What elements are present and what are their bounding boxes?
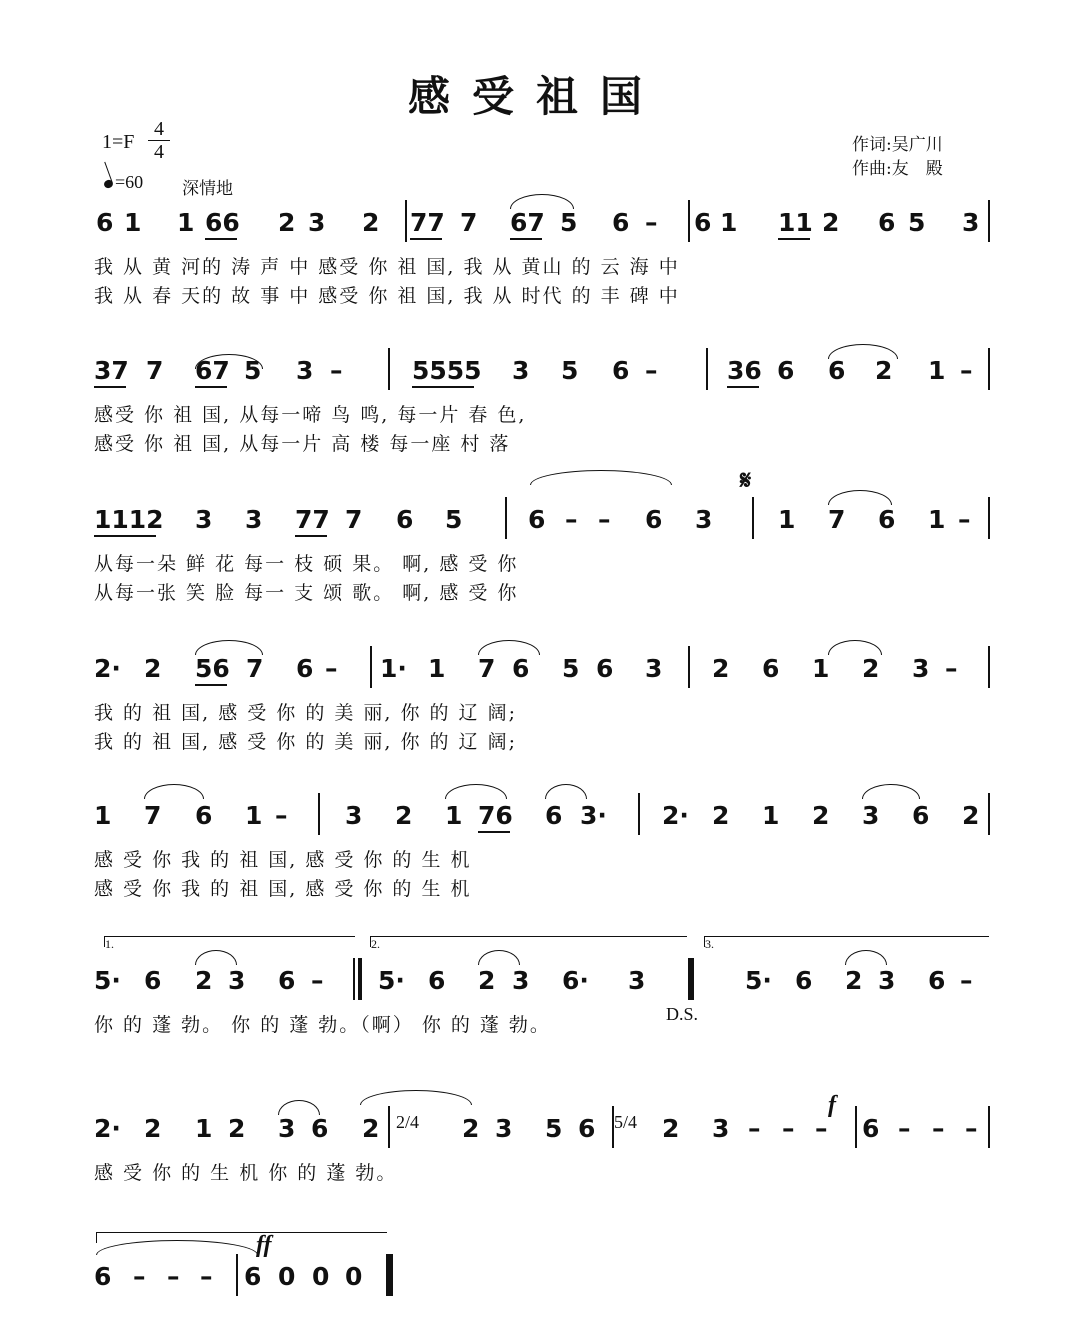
note: 7 <box>478 654 496 683</box>
barline <box>706 348 708 390</box>
note: 6 <box>311 1114 329 1143</box>
note: 2 <box>228 1114 246 1143</box>
lyric-line-2: 感 受 你 我 的 祖 国, 感 受 你 的 生 机 <box>94 878 472 900</box>
note: 6 <box>528 505 546 534</box>
slur-mark <box>862 784 920 799</box>
note: 3 <box>308 208 326 237</box>
note: 1 <box>177 208 195 237</box>
time-signature <box>148 118 170 163</box>
note: 0 <box>345 1262 363 1291</box>
note: 2 <box>144 654 162 683</box>
note: 3 <box>245 505 263 534</box>
beam-underline <box>727 386 759 388</box>
note: – <box>133 1262 146 1291</box>
slur-mark <box>545 784 587 799</box>
note: – <box>200 1262 213 1291</box>
note: 3 <box>628 966 646 995</box>
slur-mark <box>195 950 237 965</box>
slur-mark <box>360 1090 472 1105</box>
note: 6 <box>278 966 296 995</box>
note: 1 <box>928 505 946 534</box>
note: 1· <box>380 654 407 683</box>
note: 6 <box>144 966 162 995</box>
note: 2 <box>462 1114 480 1143</box>
note: 3 <box>912 654 930 683</box>
note: 6 <box>862 1114 880 1143</box>
barline <box>688 646 690 688</box>
note: – <box>960 356 973 385</box>
note: 2 <box>362 1114 380 1143</box>
note: 1112 <box>94 505 164 534</box>
slur-mark <box>278 1100 320 1115</box>
page-title: 感受祖国 <box>407 72 664 121</box>
note: 7 <box>345 505 363 534</box>
lyric-line-1: 我 的 祖 国, 感 受 你 的 美 丽, 你 的 辽 阔; <box>94 702 517 724</box>
note: 0 <box>312 1262 330 1291</box>
note: 2 <box>662 1114 680 1143</box>
slur-mark <box>828 490 892 505</box>
note: 6 <box>296 654 314 683</box>
note: 3 <box>228 966 246 995</box>
barline <box>988 1106 990 1148</box>
note: 2· <box>94 654 121 683</box>
note: 5· <box>378 966 405 995</box>
note: – <box>958 505 971 534</box>
note: 6· <box>562 966 589 995</box>
beam-underline <box>94 386 126 388</box>
tempo-marking <box>104 172 143 193</box>
note: 2 <box>195 966 213 995</box>
note: 7 <box>144 801 162 830</box>
note: 3 <box>512 356 530 385</box>
note: 67 <box>510 208 545 237</box>
note: 5555 <box>412 356 482 385</box>
slur-mark <box>510 194 574 209</box>
note: 3 <box>962 208 980 237</box>
note: 1 <box>762 801 780 830</box>
note: 1 <box>778 505 796 534</box>
note: 36 <box>727 356 762 385</box>
barline <box>353 958 355 1000</box>
barline <box>638 793 640 835</box>
lyric-line-1: 你 的 蓬 勃。 你 的 蓬 勃。（啊） 你 的 蓬 勃。 <box>94 1014 551 1036</box>
note: 6 <box>596 654 614 683</box>
lyric-line-1: 我 从 黄 河的 涛 声 中 感受 你 祖 国, 我 从 黄山 的 云 海 中 <box>94 256 680 278</box>
volta-3: 3. <box>704 936 989 947</box>
note: – <box>932 1114 945 1143</box>
note: 76 <box>478 801 513 830</box>
quarter-note-icon <box>103 179 114 190</box>
lyric-line-1: 感 受 你 我 的 祖 国, 感 受 你 的 生 机 <box>94 849 472 871</box>
ds-mark: D.S. <box>666 1004 699 1024</box>
note: 6 <box>645 505 663 534</box>
note: 2 <box>962 801 980 830</box>
note: – <box>167 1262 180 1291</box>
slur-mark <box>445 784 507 799</box>
lyric-line-2: 从每一张 笑 脸 每一 支 颂 歌。 啊, 感 受 你 <box>94 582 519 604</box>
note: 2 <box>278 208 296 237</box>
barline <box>988 200 990 242</box>
volta-2: 2. <box>370 936 687 947</box>
note: 0 <box>278 1262 296 1291</box>
note: 1 <box>428 654 446 683</box>
note: 2 <box>395 801 413 830</box>
note: – <box>945 654 958 683</box>
note: 2 <box>712 801 730 830</box>
note: – <box>965 1114 978 1143</box>
note: 66 <box>205 208 240 237</box>
repeat-barline <box>358 958 362 1000</box>
note: – <box>645 208 658 237</box>
note: 5· <box>94 966 121 995</box>
barline <box>752 497 754 539</box>
beam-underline <box>410 238 442 240</box>
note: 2 <box>478 966 496 995</box>
note: 7 <box>146 356 164 385</box>
note: 6 <box>578 1114 596 1143</box>
note: 3 <box>195 505 213 534</box>
note: – <box>330 356 343 385</box>
time-sig-top: 4 <box>154 118 164 140</box>
time-change-2-4: 2/4 <box>396 1112 420 1132</box>
barline <box>855 1106 857 1148</box>
lyric-line-1: 感 受 你 的 生 机 你 的 蓬 勃。 <box>94 1162 398 1184</box>
composer-credit: 作曲:友 殿 <box>852 159 943 179</box>
note: 3 <box>512 966 530 995</box>
beam-underline <box>94 535 156 537</box>
note: 6 <box>878 505 896 534</box>
note: 67 <box>195 356 230 385</box>
dynamic-ff: ff <box>256 1232 272 1258</box>
note: 6 <box>762 654 780 683</box>
note: 6 <box>512 654 530 683</box>
note: 6 <box>878 208 896 237</box>
tempo-value: =60 <box>115 172 144 192</box>
lyric-line-1: 感受 你 祖 国, 从每一啼 鸟 鸣, 每一片 春 色, <box>94 404 527 426</box>
note: 2 <box>875 356 893 385</box>
slur-mark <box>828 344 898 359</box>
key-signature: 1=F <box>102 131 135 153</box>
note: 2 <box>144 1114 162 1143</box>
note: 2 <box>812 801 830 830</box>
slur-mark <box>828 640 882 655</box>
note: – <box>311 966 324 995</box>
barline <box>236 1254 238 1296</box>
slur-mark <box>530 470 672 485</box>
note: 2· <box>94 1114 121 1143</box>
barline <box>505 497 507 539</box>
beam-underline <box>205 238 237 240</box>
note: 56 <box>195 654 230 683</box>
final-barline <box>388 1254 393 1296</box>
beam-underline <box>778 238 810 240</box>
note: 6 <box>612 208 630 237</box>
note: 7 <box>828 505 846 534</box>
note: 6 <box>777 356 795 385</box>
note: 6 <box>694 208 712 237</box>
lyric-line-1: 从每一朵 鲜 花 每一 枝 硕 果。 啊, 感 受 你 <box>94 553 519 575</box>
barline <box>388 1106 390 1148</box>
beam-underline <box>195 684 227 686</box>
note: – <box>782 1114 795 1143</box>
barline <box>988 497 990 539</box>
slur-mark <box>478 950 520 965</box>
note: 6 <box>928 966 946 995</box>
volta-1: 1. <box>104 936 355 947</box>
note: 2 <box>862 654 880 683</box>
barline <box>988 793 990 835</box>
note: – <box>645 356 658 385</box>
note: – <box>325 654 338 683</box>
note: 6 <box>795 966 813 995</box>
double-barline <box>690 958 694 1000</box>
note: 5 <box>244 356 262 385</box>
note: 3 <box>862 801 880 830</box>
note: 3 <box>712 1114 730 1143</box>
note: 6 <box>828 356 846 385</box>
note: 3 <box>645 654 663 683</box>
note: 1 <box>720 208 738 237</box>
note: 37 <box>94 356 129 385</box>
lyricist-credit: 作词:吴广川 <box>852 135 943 155</box>
note: 3 <box>278 1114 296 1143</box>
note: 2 <box>362 208 380 237</box>
note: 6 <box>96 208 114 237</box>
note: – <box>275 801 288 830</box>
note: 6 <box>912 801 930 830</box>
note: – <box>898 1114 911 1143</box>
note: 5· <box>745 966 772 995</box>
slur-mark <box>478 640 540 655</box>
note: 6 <box>428 966 446 995</box>
note: 1 <box>94 801 112 830</box>
note: 3 <box>296 356 314 385</box>
note: 3 <box>695 505 713 534</box>
note: 7 <box>246 654 264 683</box>
note: – <box>748 1114 761 1143</box>
beam-underline <box>478 831 510 833</box>
slur-mark <box>845 950 887 965</box>
note: 2· <box>662 801 689 830</box>
note: 5 <box>545 1114 563 1143</box>
note: 1 <box>812 654 830 683</box>
barline <box>405 200 407 242</box>
beam-underline <box>295 535 327 537</box>
barline <box>370 646 372 688</box>
note: 1 <box>124 208 142 237</box>
note: 3· <box>580 801 607 830</box>
note: 6 <box>94 1262 112 1291</box>
note: 5 <box>562 654 580 683</box>
note: 1 <box>245 801 263 830</box>
note: 1 <box>445 801 463 830</box>
note: 7 <box>460 208 478 237</box>
barline <box>688 200 690 242</box>
note: 2 <box>845 966 863 995</box>
note: 5 <box>908 208 926 237</box>
note: – <box>960 966 973 995</box>
segno-mark: 𝄋 <box>740 466 752 495</box>
note: 1 <box>928 356 946 385</box>
beam-underline <box>510 238 542 240</box>
note: 1 <box>195 1114 213 1143</box>
note: 2 <box>712 654 730 683</box>
note: 5 <box>445 505 463 534</box>
note: 3 <box>495 1114 513 1143</box>
note: 6 <box>244 1262 262 1291</box>
note: 6 <box>612 356 630 385</box>
note: 11 <box>778 208 813 237</box>
beam-underline <box>195 386 227 388</box>
barline <box>318 793 320 835</box>
barline <box>988 348 990 390</box>
note: 6 <box>545 801 563 830</box>
note: 2 <box>822 208 840 237</box>
note: – <box>565 505 578 534</box>
lyric-line-2: 我 从 春 天的 故 事 中 感受 你 祖 国, 我 从 时代 的 丰 碑 中 <box>94 285 680 307</box>
note: 77 <box>410 208 445 237</box>
lyric-line-2: 感受 你 祖 国, 从每一片 高 楼 每一座 村 落 <box>94 433 511 455</box>
note: 6 <box>195 801 213 830</box>
note: 5 <box>560 208 578 237</box>
slur-mark <box>144 784 204 799</box>
final-bracket <box>96 1232 387 1243</box>
lyric-line-2: 我 的 祖 国, 感 受 你 的 美 丽, 你 的 辽 阔; <box>94 731 517 753</box>
barline <box>988 646 990 688</box>
slur-mark <box>195 640 263 655</box>
time-change-5-4: 5/4 <box>614 1112 638 1132</box>
note: 77 <box>295 505 330 534</box>
time-sig-bottom: 4 <box>148 140 170 163</box>
note: 5 <box>561 356 579 385</box>
beam-underline <box>412 386 474 388</box>
note: 3 <box>878 966 896 995</box>
expression-marking: 深情地 <box>182 179 233 199</box>
barline <box>388 348 390 390</box>
dynamic-f: f <box>828 1092 836 1118</box>
note: – <box>815 1114 828 1143</box>
note: – <box>598 505 611 534</box>
note: 3 <box>345 801 363 830</box>
note: 6 <box>396 505 414 534</box>
